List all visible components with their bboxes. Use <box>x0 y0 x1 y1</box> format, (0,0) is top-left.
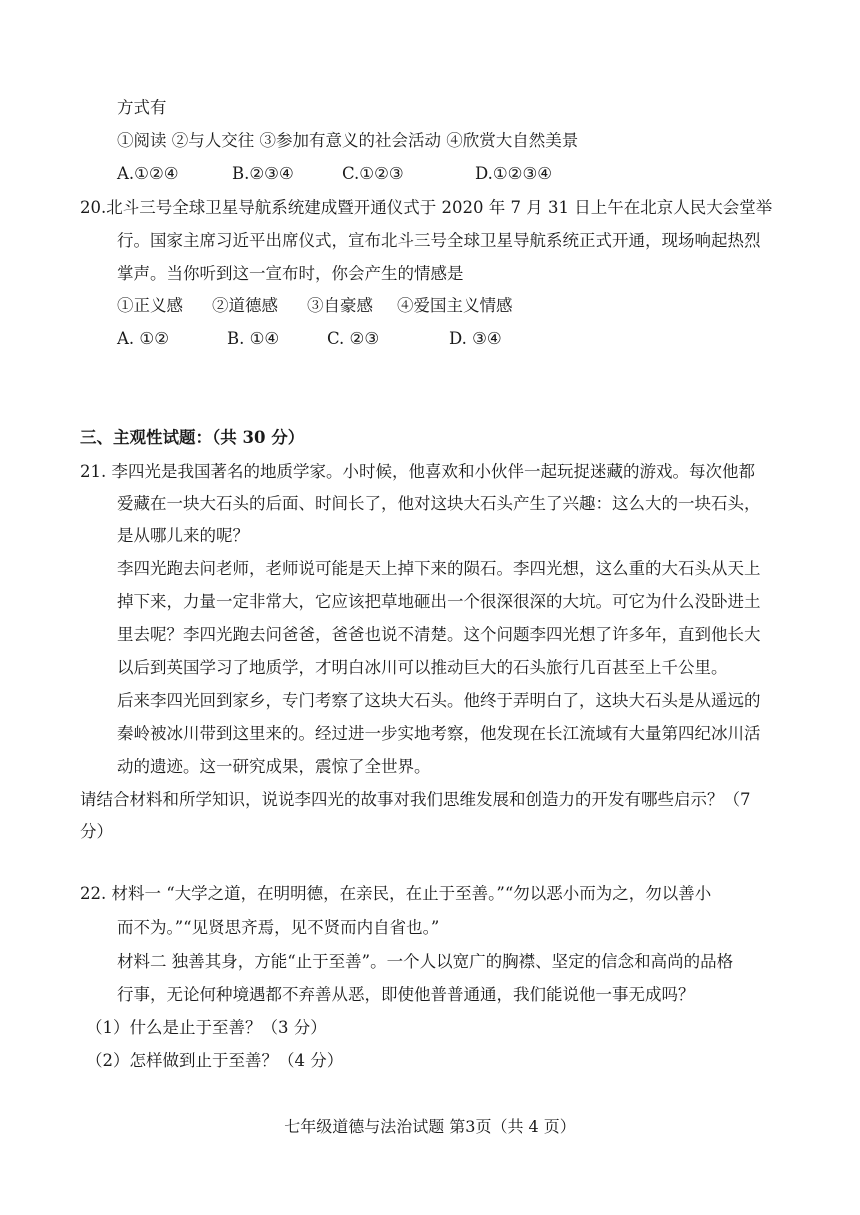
q19-choices: ①阅读 ②与人交往 ③参加有意义的社会活动 ④欣赏大自然美景 <box>117 131 579 150</box>
q20-choice-2: ②道德感 <box>212 296 278 315</box>
q21-line-7: 以后到英国学习了地质学，才明白冰川可以推动巨大的石头旅行几百甚至上千公里。 <box>117 658 728 677</box>
q19-option-a: A.①②④ <box>117 164 179 183</box>
q19-options <box>117 164 552 184</box>
q19-option-c: C.①②③ <box>342 164 404 183</box>
q19-option-d: D.①②③④ <box>475 164 553 183</box>
q21-line-10: 动的遗迹。这一研究成果，震惊了全世界。 <box>117 757 431 776</box>
q21-line-2: 爱藏在一块大石头的后面、时间长了，他对这块大石头产生了兴趣：这么大的一块石头， <box>117 494 761 513</box>
q21-prompt-1: 请结合材料和所学知识，说说李四光的故事对我们思维发展和创造力的开发有哪些启示？（7 <box>80 790 751 809</box>
q19-stem-tail: 方式有 <box>117 98 167 117</box>
q20-line-3: 掌声。当你听到这一宣布时，你会产生的情感是 <box>117 264 464 283</box>
q21-prompt-2: 分） <box>80 822 113 841</box>
section-heading: 三、主观性试题：（共 30 分） <box>80 428 305 447</box>
q20-choices <box>117 296 513 316</box>
q20-choice-3: ③自豪感 <box>307 296 373 315</box>
q19-option-b: B.②③④ <box>232 164 294 183</box>
q20-choice-1: ①正义感 <box>117 296 183 315</box>
q20-option-a: A. ①② <box>117 329 169 348</box>
q21-line-9: 秦岭被冰川带到这里来的。经过进一步实地考察，他发现在长江流域有大量第四纪冰川活 <box>117 724 761 743</box>
q22-sub-question-1: （1）什么是止于至善？（3 分） <box>86 1018 327 1037</box>
page-footer: 七年级道德与法治试题 第3页（共 4 页） <box>284 1117 576 1136</box>
q20-option-c: C. ②③ <box>327 329 380 348</box>
q20-choice-4: ④爱国主义情感 <box>397 296 513 315</box>
q21-line-4: 李四光跑去问老师，老师说可能是天上掉下来的陨石。李四光想，这么重的大石头从天上 <box>117 559 761 578</box>
q22-sub-question-2: （2）怎样做到止于至善？（4 分） <box>86 1051 344 1070</box>
q21-line-8: 后来李四光回到家乡，专门考察了这块大石头。他终于弄明白了，这块大石头是从遥远的 <box>117 691 761 710</box>
q21-line-5: 掉下来，力量一定非常大，它应该把草地砸出一个很深很深的大坑。可它为什么没卧进土 <box>117 592 761 611</box>
q21-line-3: 是从哪儿来的呢？ <box>117 526 249 545</box>
q20-options <box>117 329 502 349</box>
q22-line-2: 而不为。”“见贤思齐焉，见不贤而内自省也。” <box>117 918 440 937</box>
q20-option-d: D. ③④ <box>449 329 502 348</box>
q21-line-1: 21. 李四光是我国著名的地质学家。小时候，他喜欢和小伙伴一起玩捉迷藏的游戏。每次他都 <box>80 462 755 481</box>
q22-line-1: 22. 材料一 “大学之道，在明明德，在亲民，在止于至善。”“勿以恶小而为之，勿以善小 <box>80 884 712 903</box>
q20-option-b: B. ①④ <box>227 329 280 348</box>
q22-line-4: 行事，无论何种境遇都不弃善从恶，即使他普普通通，我们能说他一事无成吗？ <box>117 985 695 1004</box>
q20-line-1: 20.北斗三号全球卫星导航系统建成暨开通仪式于 2020 年 7 月 31 日上午在北京人民大会堂举 <box>80 198 773 217</box>
q21-line-6: 里去呢？李四光跑去问爸爸，爸爸也说不清楚。这个问题李四光想了许多年，直到他长大 <box>117 625 761 644</box>
q22-line-3: 材料二 独善其身，方能“止于至善”。一个人以宽广的胸襟、坚定的信念和高尚的品格 <box>117 952 734 971</box>
q20-line-2: 行。国家主席习近平出席仪式，宣布北斗三号全球卫星导航系统正式开通，现场响起热烈 <box>117 231 761 250</box>
